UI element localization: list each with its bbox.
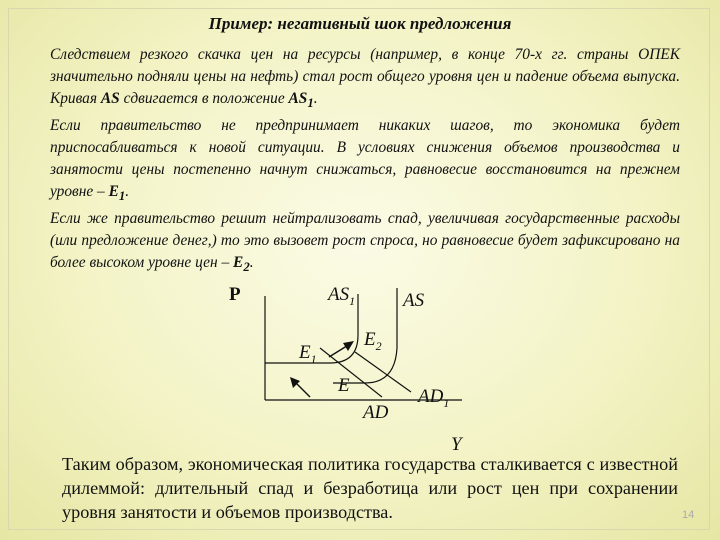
p3-end: . [249, 253, 254, 271]
p1-mid: сдвигается в положение [119, 90, 289, 108]
p2-e1-term: $E_1$ [108, 183, 126, 204]
p1-line-3: падение объема выпуска. Кривая [50, 68, 680, 108]
ad-label: AD [363, 402, 389, 423]
p-axis-label: P [229, 284, 241, 305]
p1-end: . [313, 90, 318, 108]
e2-label: $E_2$ [364, 329, 382, 353]
p3-line-1: Если же правительство решит нейтрализовать спад, увеличивая [50, 209, 499, 227]
p2-end: . [125, 183, 130, 201]
ad1-label: $AD_1$ [418, 386, 450, 410]
p2-line-3: производства и занятости цены постепенно начнут снижаться, равновесие [50, 138, 681, 179]
y-axis-label: Y [451, 434, 462, 455]
p3-line-3: спроса, но равновесие будет зафиксировано на более высоком уровне цен – [50, 231, 680, 271]
as-label: AS [403, 290, 425, 311]
as1-label: $AS_1$ [328, 284, 356, 308]
p2-line-1: Если правительство не предпринимает никаких шагов, то экономика будет [50, 116, 680, 134]
arrow-to-e1-icon [290, 377, 310, 397]
p3-line-2: государственные расходы (или предложение денег,) то это вызовет рост [50, 209, 680, 249]
conclusion-text: Таким образом, экономическая политика государства сталкивается с известной дилеммой: длительный спад и безработица или рост цен при сохранении уровня занятости и объемов производства. [62, 454, 678, 522]
p3-e2-term: $E_2$ [233, 253, 250, 275]
p2-line-4: восстановится на прежнем уровне – [50, 161, 680, 201]
arrow-to-e2-icon [329, 341, 354, 357]
e-label: E [338, 375, 350, 396]
p1-as1-term: $AS_1$ [288, 90, 314, 111]
p1-as-term: AS [100, 90, 120, 108]
slide-title: Пример: негативный шок предложения [208, 14, 512, 33]
ad1-curve [355, 352, 411, 392]
page-number: 14 [682, 509, 695, 521]
p1-line-2: ОПЕК значительно подняли цены на нефть) стал рост общего уровня цен и [50, 46, 680, 86]
e1-label: $E_1$ [299, 342, 317, 366]
p1-line-1: Следствием резкого скачка цен на ресурсы (например, в конце 70-х гг. страны [50, 46, 629, 63]
p2-line-2: приспосабливаться к новой ситуации. В условиях снижения объемов [50, 138, 558, 156]
